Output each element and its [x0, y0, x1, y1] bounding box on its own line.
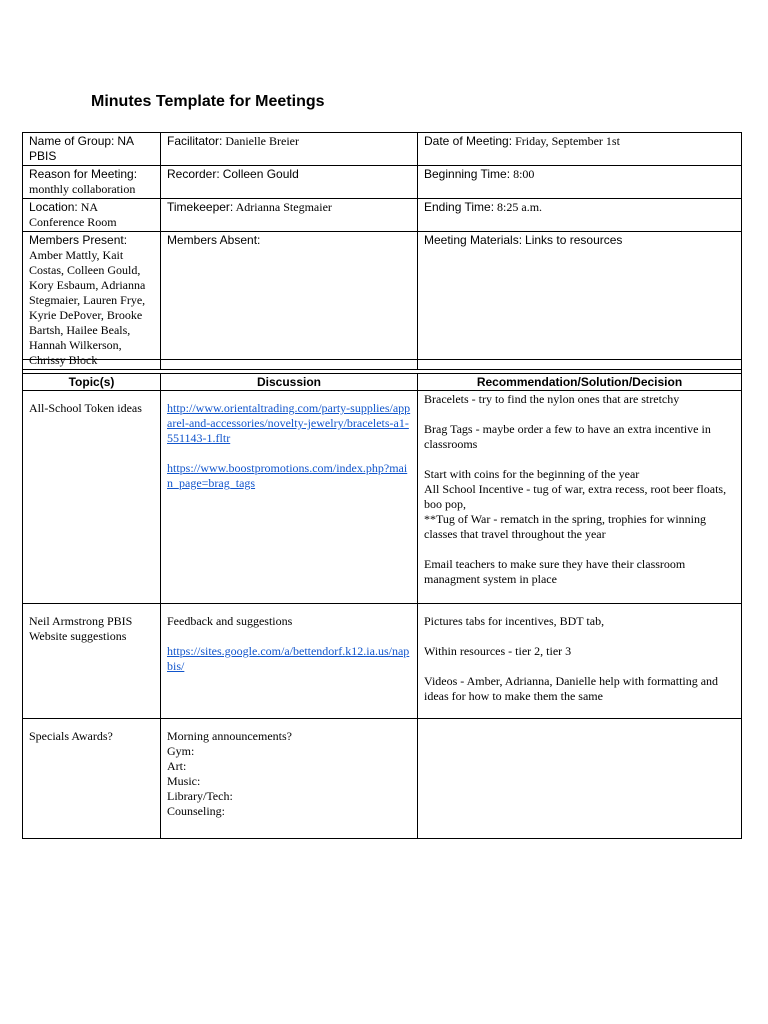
location-value: NA Conference Room [29, 200, 117, 229]
topic-cell [23, 604, 161, 719]
topic-text: Neil Armstrong PBIS Website suggestions [29, 614, 133, 643]
recommendation-cell [418, 604, 742, 719]
members-present-cell [23, 232, 161, 370]
rec-text: Within resources - tier 2, tier 3 [424, 644, 572, 658]
rec-text: Brag Tags - maybe order a few to have an extra incentive in classrooms [424, 422, 711, 451]
reason-label: Reason for Meeting: [29, 167, 138, 181]
discussion-text: Feedback and suggestions [167, 614, 293, 628]
rec-text: Pictures tabs for incentives, BDT tab, [424, 614, 605, 628]
recommendation-cell [418, 391, 742, 604]
topics-table [22, 373, 742, 839]
discussion-cell [161, 719, 418, 839]
discussion-line: Music: [167, 774, 201, 788]
facilitator-cell [161, 133, 418, 166]
discussion-line: Library/Tech: [167, 789, 233, 803]
end-time-label: Ending Time: [424, 200, 495, 214]
members-present-label: Members Present: [29, 233, 128, 247]
timekeeper-cell [161, 199, 418, 232]
topic-text: Specials Awards? [29, 729, 113, 743]
end-time-cell [418, 199, 742, 232]
facilitator-label: Facilitator: [167, 134, 223, 148]
begin-time-value: 8:00 [513, 167, 535, 181]
discussion-cell [161, 391, 418, 604]
date-label: Date of Meeting: [424, 134, 513, 148]
rec-text: Start with coins for the beginning of the year [424, 467, 640, 481]
begin-time-label: Beginning Time: [424, 167, 511, 181]
rec-text: Email teachers to make sure they have their classroom managment system in place [424, 557, 686, 586]
topic-cell [23, 391, 161, 604]
materials-value: Links to resources [525, 233, 623, 247]
discussion-line: Gym: [167, 744, 195, 758]
pbis-website-link[interactable]: https://sites.google.com/a/bettendorf.k12.ia.us/napbis/ [167, 644, 410, 673]
group-label: Name of Group: [29, 134, 115, 148]
end-time-value: 8:25 a.m. [497, 200, 543, 214]
rec-text: **Tug of War - rematch in the spring, trophies for winning classes that travel throughout the year [424, 512, 706, 541]
rec-text: Videos - Amber, Adrianna, Danielle help with formatting and ideas for how to make them the same [424, 674, 719, 703]
spacer-row [22, 359, 742, 374]
date-cell [418, 133, 742, 166]
members-absent-cell [161, 232, 418, 370]
discussion-line: Morning announcements? [167, 729, 292, 743]
discussion-line: Counseling: [167, 804, 226, 818]
discussion-line: Art: [167, 759, 187, 773]
topic-text: All-School Token ideas [29, 401, 142, 415]
facilitator-value: Danielle Breier [225, 134, 299, 148]
location-label: Location: [29, 200, 78, 214]
recorder-cell [161, 166, 418, 199]
recommendation-header: Recommendation/Solution/Decision [418, 374, 742, 391]
discussion-cell [161, 604, 418, 719]
date-value: Friday, September 1st [515, 134, 620, 148]
recorder-value: Colleen Gould [222, 167, 299, 181]
location-cell [23, 199, 161, 232]
reason-cell [23, 166, 161, 199]
topic-cell [23, 719, 161, 839]
timekeeper-value: Adrianna Stegmaier [235, 200, 332, 214]
begin-time-cell [418, 166, 742, 199]
rec-text: Bracelets - try to find the nylon ones that are stretchy [424, 392, 680, 406]
page-title: Minutes Template for Meetings [91, 93, 325, 110]
reason-value: monthly collaboration [29, 182, 136, 196]
recommendation-cell [418, 719, 742, 839]
members-present-value: Amber Mattly, Kait Costas, Colleen Gould, Kory Esbaum, Adrianna Stegmaier, Lauren Frye, Kyrie DePover, Brooke Bartsh, Hailee Beals, Hannah Wilkerson, Chrissy Block [29, 248, 146, 367]
orientaltrading-link[interactable]: http://www.orientaltrading.com/party-supplies/apparel-and-accessories/novelty-jewelry/bracelets-a1-551143-1.fltr [167, 401, 411, 445]
materials-label: Meeting Materials: [424, 233, 523, 247]
timekeeper-label: Timekeeper: [167, 200, 234, 214]
recorder-label: Recorder: [167, 167, 220, 181]
meeting-info-table [22, 132, 742, 370]
discussion-header: Discussion [161, 374, 418, 391]
group-value: NA PBIS [29, 134, 134, 163]
group-cell [23, 133, 161, 166]
rec-text: All School Incentive - tug of war, extra recess, root beer floats, boo pop, [424, 482, 727, 511]
members-absent-label: Members Absent: [167, 233, 261, 247]
boostpromotions-link[interactable]: https://www.boostpromotions.com/index.php?main_page=brag_tags [167, 461, 408, 490]
materials-cell [418, 232, 742, 370]
topic-header: Topic(s) [23, 374, 161, 391]
